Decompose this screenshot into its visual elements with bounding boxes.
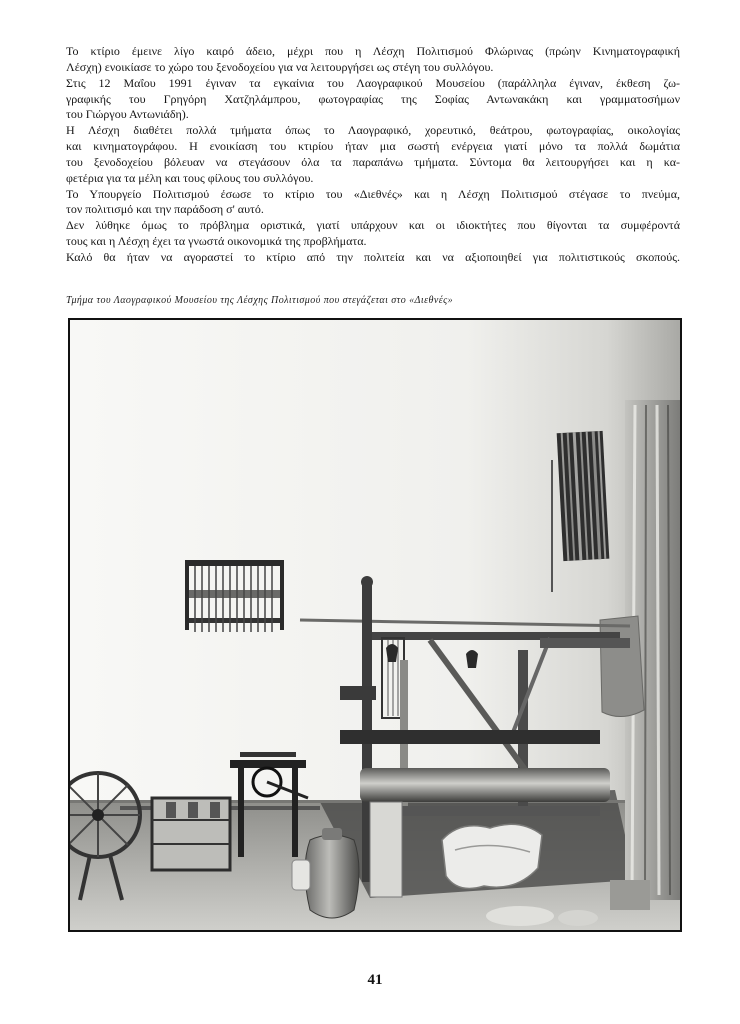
body-line: γραφικής του Γρηγόρη Χατζηλάμπρου, φωτογραφίας της Σοφίας Αντωνακάκη και γραμματοσήμων	[66, 91, 680, 106]
loom-hanging-weight	[466, 650, 478, 668]
body-line: Δεν λύθηκε όμως το πρόβλημα οριστικά, γιατί υπάρχουν και οι ιδιοκτήτες που θίγονται τα συμφέροντά	[66, 218, 680, 233]
clay-jar	[305, 835, 359, 918]
floor-object	[486, 906, 554, 926]
loom-seat-block	[340, 686, 376, 700]
press-leg	[292, 765, 298, 857]
body-line: τους και η Λέσχη έχει τα γνωστά οικονομικά της προβλήματα.	[66, 234, 367, 249]
loom-lower-bar	[370, 806, 600, 816]
curtain-fold	[657, 405, 659, 895]
body-line: Το Υπουργείο Πολιτισμού έσωσε το κτίριο του «Διεθνές» και η Λέσχη Πολιτισμού στέγασε το πνεύμα,	[66, 186, 680, 201]
loom-breast-beam	[340, 730, 600, 744]
loom-post-knob	[361, 576, 373, 588]
wall-loom-post	[185, 560, 189, 630]
body-line: του ξενοδοχείου βόλευαν να στεγάσουν όλα τα παραπάνω τμήματα. Σύντομα θα λειτουργήσει και η κα-	[66, 154, 680, 169]
body-line: Λέσχη) ενοικίασε το χώρο του ξενοδοχείου για να λειτουργήσει ως στέγη του συλλόγου.	[66, 59, 494, 74]
loom-roller	[360, 768, 610, 802]
small-white-jar	[292, 860, 310, 890]
body-line: Η Λέσχη διαθέτει πολλά τμήματα όπως το Λαογραφικό, χορευτικό, θεάτρου, φωτογραφίας, οικολογίας	[66, 123, 680, 138]
body-line: τον πολιτισμό και την παράδοση σ' αυτό.	[66, 202, 264, 217]
wall-loom-top-bar	[185, 560, 284, 566]
floor-object	[558, 910, 598, 926]
clay-jar-neck	[322, 828, 342, 840]
hanging-textile	[557, 431, 610, 561]
floor-object	[610, 880, 650, 910]
wheel-hub	[92, 809, 104, 821]
loom-hanging-weight	[386, 644, 398, 662]
body-line: του Γιώργου Αντωνιάδη).	[66, 107, 189, 122]
hanging-bag	[600, 616, 644, 717]
press-leg	[238, 765, 244, 857]
wall-loom-post	[280, 560, 284, 630]
spool	[210, 802, 220, 818]
museum-photo-frame	[68, 318, 682, 932]
press-top-bar	[240, 752, 296, 757]
spool	[188, 802, 198, 818]
body-text	[66, 44, 680, 266]
page-number: 41	[367, 972, 383, 988]
spool	[166, 802, 176, 818]
curtain-fold	[645, 405, 646, 895]
spool-frame	[152, 798, 230, 870]
loom-front-box	[370, 802, 402, 897]
body-line: και κινηματογράφου. Η ενοικίαση του κτιρίου ήταν μια σωστή ενέργεια γιατί μόνο τα πολλά δωμάτια	[66, 139, 680, 154]
museum-photo	[70, 320, 680, 930]
body-line: Καλό θα ήταν να αγοραστεί το κτίριο από την πολιτεία και να αξιοποιηθεί για πολιτιστικούς σκοπούς.	[66, 249, 680, 264]
body-line: Το κτίριο έμεινε λίγο καιρό άδειο, μέχρι που η Λέσχη Πολιτισμού Φλώρινας (πρώην Κινηματογραφική	[66, 44, 680, 58]
loom-side-frame	[540, 638, 630, 648]
body-line: φετέρια για τα μέλη και τους φίλους του συλλόγου.	[66, 170, 314, 185]
body-line: Στις 12 Μαΐου 1991 έγιναν τα εγκαίνια του Λαογραφικού Μουσείου (παράλληλα έγιναν, έκθεση ζω-	[66, 75, 680, 90]
figure-caption: Τμήμα του Λαογραφικού Μουσείου της Λέσχης Πολιτισμού που στεγάζεται στο «Διεθνές»	[66, 295, 454, 306]
